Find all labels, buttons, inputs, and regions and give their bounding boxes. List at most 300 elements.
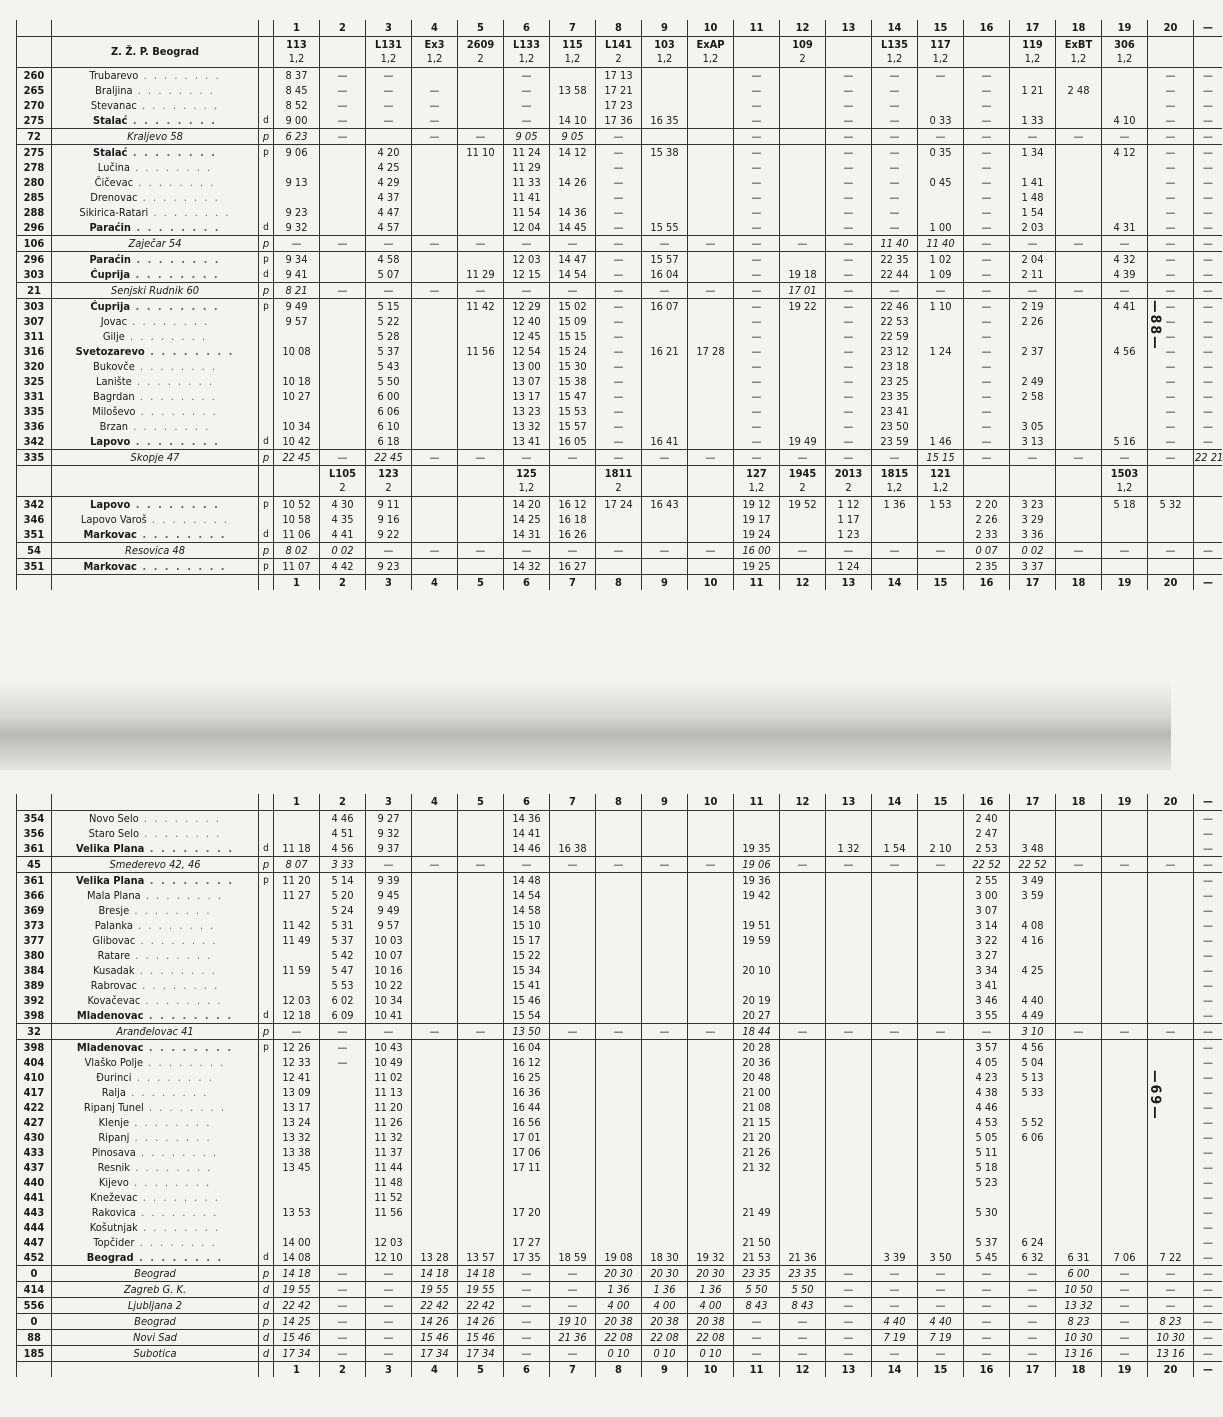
row-time: 1 36 [642, 1282, 688, 1298]
column-number: 11 [734, 794, 780, 811]
row-time: 19 55 [458, 1282, 504, 1298]
row-time [504, 1220, 550, 1235]
row-time [412, 329, 458, 344]
column-number-footer-cell: 10 [688, 1362, 734, 1378]
leader-dots: . . . . . . . . [148, 205, 231, 219]
row-time: 2 26 [1010, 314, 1056, 329]
row-time [1148, 841, 1194, 857]
row-time: — [1194, 1330, 1223, 1346]
row-time [872, 512, 918, 527]
row-time [780, 1040, 826, 1056]
row-time [320, 419, 366, 434]
row-time [412, 175, 458, 190]
row-time: 13 38 [274, 1145, 320, 1160]
column-number: — [1194, 20, 1223, 37]
leader-dots: . . . . . . . . [128, 1175, 212, 1189]
row-time [688, 389, 734, 404]
row-time [366, 129, 412, 145]
row-time: — [780, 450, 826, 466]
row-time [734, 811, 780, 827]
row-time: — [1194, 873, 1223, 889]
row-time: — [734, 404, 780, 419]
row-time: 13 53 [274, 1205, 320, 1220]
row-time: — [734, 374, 780, 389]
row-time: — [1194, 1282, 1223, 1298]
station-name: Staro Selo [88, 826, 140, 840]
row-time [642, 888, 688, 903]
row-time [688, 1085, 734, 1100]
row-time: 3 05 [1010, 419, 1056, 434]
row-time: 13 32 [274, 1130, 320, 1145]
row-time: 4 56 [320, 841, 366, 857]
row-time [1102, 1115, 1148, 1130]
row-time: — [596, 129, 642, 145]
station-name: Paraćin [89, 252, 131, 266]
row-time: 5 24 [320, 903, 366, 918]
row-time: 19 10 [550, 1314, 596, 1330]
row-time [320, 175, 366, 190]
station-name: Ćuprija [90, 267, 131, 281]
row-time: 15 46 [458, 1330, 504, 1346]
row-time [412, 267, 458, 283]
row-time [1148, 559, 1194, 575]
timetable-row [17, 299, 1223, 315]
row-time [412, 359, 458, 374]
row-time: — [780, 236, 826, 252]
row-time: — [1194, 841, 1223, 857]
row-km: 336 [17, 419, 52, 434]
row-time [1056, 113, 1102, 129]
row-time [780, 1235, 826, 1250]
row-time: — [734, 220, 780, 236]
row-station [52, 1220, 259, 1235]
row-time [366, 1220, 412, 1235]
row-time [412, 190, 458, 205]
row-time: 23 41 [872, 404, 918, 419]
row-km: 106 [17, 236, 52, 252]
mid-train-id: 1945 [788, 467, 817, 480]
row-km: 296 [17, 220, 52, 236]
row-km: 556 [17, 1298, 52, 1314]
timetable-row [17, 68, 1223, 84]
row-time: — [1194, 205, 1223, 220]
timetable-row [17, 963, 1223, 978]
leader-dots: . . . . . . . . [143, 1055, 226, 1069]
row-time [780, 374, 826, 389]
row-time: 19 08 [596, 1250, 642, 1266]
row-arr-dep [259, 1055, 274, 1070]
row-time: — [366, 83, 412, 98]
row-km: 384 [17, 963, 52, 978]
row-time: — [964, 267, 1010, 283]
row-time [412, 220, 458, 236]
mid-train-number [1194, 466, 1223, 497]
leader-dots: . . . . . . . . [131, 1070, 214, 1084]
row-km: 185 [17, 1346, 52, 1362]
row-time [596, 1040, 642, 1056]
row-time: 13 00 [504, 359, 550, 374]
station-name: Ratare [97, 948, 131, 962]
row-time: 14 18 [458, 1266, 504, 1282]
row-time [1056, 267, 1102, 283]
row-km: 32 [17, 1024, 52, 1040]
column-number-footer-cell: 20 [1148, 575, 1194, 591]
row-time: 5 13 [1010, 1070, 1056, 1085]
row-time: — [964, 434, 1010, 450]
row-km: 288 [17, 205, 52, 220]
row-time: — [412, 83, 458, 98]
row-time: — [1010, 1266, 1056, 1282]
row-time: 22 08 [688, 1330, 734, 1346]
row-time [1056, 1115, 1102, 1130]
column-number-footer-cell: 11 [734, 1362, 780, 1378]
row-time: — [596, 299, 642, 315]
row-time [1148, 873, 1194, 889]
row-km: 311 [17, 329, 52, 344]
station-name: Skopje 47 [130, 450, 180, 464]
mid-train-number [1056, 466, 1102, 497]
row-time [642, 1070, 688, 1085]
timetable-row [17, 918, 1223, 933]
row-time: — [1148, 68, 1194, 84]
row-time: 0 10 [642, 1346, 688, 1362]
timetable-row [17, 978, 1223, 993]
row-time: 17 01 [780, 283, 826, 299]
row-time: — [1194, 1266, 1223, 1282]
row-arr-dep: p [259, 1040, 274, 1056]
row-time: 2 35 [964, 559, 1010, 575]
row-time [780, 559, 826, 575]
column-number: — [1194, 794, 1223, 811]
row-time: — [780, 543, 826, 559]
row-time [826, 1145, 872, 1160]
row-time: — [964, 283, 1010, 299]
row-time [1056, 190, 1102, 205]
row-time: 9 23 [366, 559, 412, 575]
row-arr-dep [259, 993, 274, 1008]
row-time: 2 20 [964, 497, 1010, 513]
station-name: Sikirica-Ratari [79, 205, 149, 219]
row-time [458, 374, 504, 389]
row-time: 21 50 [734, 1235, 780, 1250]
row-time: 14 58 [504, 903, 550, 918]
row-time: 15 34 [504, 963, 550, 978]
column-number: 5 [458, 20, 504, 37]
row-time [412, 948, 458, 963]
row-time [458, 1220, 504, 1235]
column-number: 16 [964, 20, 1010, 37]
row-time [504, 1175, 550, 1190]
row-time: 14 08 [274, 1250, 320, 1266]
row-time [688, 1235, 734, 1250]
row-time [642, 527, 688, 543]
row-time: — [826, 389, 872, 404]
row-time [780, 512, 826, 527]
connecting-train-row [17, 466, 1223, 497]
row-time: 19 36 [734, 873, 780, 889]
row-time [458, 527, 504, 543]
leader-dots: . . . . . . . . [131, 374, 214, 388]
row-time: — [320, 450, 366, 466]
row-time: 10 27 [274, 389, 320, 404]
row-km: 351 [17, 559, 52, 575]
column-number-footer-cell: 3 [366, 575, 412, 591]
row-time [550, 160, 596, 175]
row-time [688, 993, 734, 1008]
row-time [550, 978, 596, 993]
train-number [688, 37, 734, 68]
row-time: — [1148, 98, 1194, 113]
row-time [596, 1008, 642, 1024]
row-time [918, 1070, 964, 1085]
row-station [52, 450, 259, 466]
row-time [458, 903, 504, 918]
column-number-footer-cell: 14 [872, 575, 918, 591]
row-time: — [550, 1024, 596, 1040]
row-time: — [826, 374, 872, 389]
row-time [596, 1220, 642, 1235]
row-time [1056, 389, 1102, 404]
station-name: Čičevac [94, 175, 134, 189]
timetable-row [17, 98, 1223, 113]
row-time [1010, 826, 1056, 841]
row-time: 2 48 [1056, 83, 1102, 98]
row-time: — [1056, 1024, 1102, 1040]
row-time [412, 811, 458, 827]
row-time [688, 1008, 734, 1024]
row-time [1148, 1040, 1194, 1056]
row-time: — [826, 419, 872, 434]
timetable-row [17, 1190, 1223, 1205]
row-time [458, 1040, 504, 1056]
leader-dots: . . . . . . . . [143, 1100, 227, 1114]
station-name: Ćuprija [90, 299, 131, 313]
row-time: 23 59 [872, 434, 918, 450]
row-time: — [366, 1266, 412, 1282]
row-time: 5 32 [1148, 497, 1194, 513]
row-time: 15 30 [550, 359, 596, 374]
row-time [780, 419, 826, 434]
row-time: 16 41 [642, 434, 688, 450]
row-time [1056, 1160, 1102, 1175]
timetable-row [17, 948, 1223, 963]
row-time: 1 17 [826, 512, 872, 527]
row-time [872, 1040, 918, 1056]
row-time: 2 04 [1010, 252, 1056, 268]
row-time [780, 389, 826, 404]
row-time: — [1102, 236, 1148, 252]
row-time: — [964, 236, 1010, 252]
row-time: 22 08 [642, 1330, 688, 1346]
station-name: Kraljevo 58 [127, 129, 183, 143]
row-time: 12 03 [274, 993, 320, 1008]
row-time: — [964, 314, 1010, 329]
row-time [458, 1115, 504, 1130]
station-name: Rakovica [91, 1205, 136, 1219]
row-station [52, 903, 259, 918]
station-name: Jovac [100, 314, 128, 328]
row-time [412, 1235, 458, 1250]
row-time [274, 359, 320, 374]
leader-dots: . . . . . . . . [130, 299, 220, 313]
header-pd-blank [259, 20, 274, 37]
row-time: — [1010, 1282, 1056, 1298]
row-time [780, 404, 826, 419]
row-time [320, 205, 366, 220]
train-class: 1,2 [564, 52, 581, 65]
row-km: 392 [17, 993, 52, 1008]
row-time: 15 46 [412, 1330, 458, 1346]
row-station [52, 826, 259, 841]
header-pd-blank [259, 794, 274, 811]
row-time [918, 873, 964, 889]
row-time [1148, 1008, 1194, 1024]
row-time [596, 1235, 642, 1250]
row-time [826, 1160, 872, 1175]
row-time [412, 1190, 458, 1205]
row-time: — [1102, 543, 1148, 559]
row-time: — [1102, 283, 1148, 299]
row-time [596, 1115, 642, 1130]
row-station [52, 963, 259, 978]
row-time: 14 45 [550, 220, 596, 236]
footer-blank [17, 575, 52, 591]
row-time [320, 1085, 366, 1100]
row-km: 335 [17, 450, 52, 466]
row-time [1056, 903, 1102, 918]
row-time: 8 23 [1056, 1314, 1102, 1330]
row-time [1102, 826, 1148, 841]
row-time: — [504, 543, 550, 559]
row-time: 10 41 [366, 1008, 412, 1024]
row-time [872, 933, 918, 948]
column-number-footer-cell: 1 [274, 575, 320, 591]
column-number-footer-cell: 18 [1056, 575, 1102, 591]
row-time: 4 25 [1010, 963, 1056, 978]
row-time [1056, 1008, 1102, 1024]
row-time: 19 06 [734, 857, 780, 873]
row-time [458, 512, 504, 527]
timetable-row [17, 1100, 1223, 1115]
bottom-timetable-page [0, 770, 1213, 1417]
row-time: 5 50 [366, 374, 412, 389]
row-time: 12 33 [274, 1055, 320, 1070]
row-km: 331 [17, 389, 52, 404]
column-number-footer-cell: 4 [412, 575, 458, 591]
row-time [872, 826, 918, 841]
row-time: — [1194, 1040, 1223, 1056]
row-time: — [688, 857, 734, 873]
row-time [550, 1205, 596, 1220]
row-arr-dep [259, 826, 274, 841]
row-time: — [504, 1346, 550, 1362]
row-time [826, 1220, 872, 1235]
row-time [412, 1115, 458, 1130]
row-time [1102, 1040, 1148, 1056]
row-time [872, 1145, 918, 1160]
row-time [642, 419, 688, 434]
column-number-footer [17, 1362, 1223, 1378]
row-time [642, 993, 688, 1008]
row-time: 2 26 [964, 512, 1010, 527]
row-arr-dep: d [259, 527, 274, 543]
row-time: — [1148, 450, 1194, 466]
row-time: 9 49 [274, 299, 320, 315]
station-name: Ralja [101, 1085, 126, 1099]
row-time: 4 00 [642, 1298, 688, 1314]
row-arr-dep: d [259, 841, 274, 857]
mid-train-number [688, 466, 734, 497]
station-name: Mala Plana [87, 888, 141, 902]
leader-dots: . . . . . . . . [130, 252, 221, 266]
row-time: — [1194, 1145, 1223, 1160]
leader-dots: . . . . . . . . [143, 1008, 234, 1022]
row-time: 1 53 [918, 497, 964, 513]
row-time [688, 83, 734, 98]
timetable-row [17, 1314, 1223, 1330]
row-time [780, 978, 826, 993]
row-time: — [964, 419, 1010, 434]
station-name: Lučina [97, 160, 130, 174]
row-time [642, 903, 688, 918]
row-time: 13 24 [274, 1115, 320, 1130]
row-time [918, 389, 964, 404]
row-time [596, 963, 642, 978]
row-time [918, 314, 964, 329]
row-time: — [734, 389, 780, 404]
row-time: — [504, 283, 550, 299]
row-time: — [458, 236, 504, 252]
row-time [1102, 903, 1148, 918]
train-id: 113 [286, 38, 307, 51]
mid-blank [17, 466, 52, 497]
row-time [918, 888, 964, 903]
station-name: Beograd [134, 1314, 176, 1328]
row-time: 15 57 [550, 419, 596, 434]
station-name: Paraćin [89, 220, 131, 234]
row-time: — [1194, 1220, 1223, 1235]
row-time: 15 54 [504, 1008, 550, 1024]
row-time: — [1194, 175, 1223, 190]
row-time [1056, 1220, 1102, 1235]
row-arr-dep [259, 978, 274, 993]
row-time: — [1148, 113, 1194, 129]
row-time: — [826, 1330, 872, 1346]
row-time [550, 68, 596, 84]
row-station [52, 1298, 259, 1314]
station-name: Rabrovac [90, 978, 137, 992]
row-time [412, 419, 458, 434]
row-time: 4 57 [366, 220, 412, 236]
column-number: 15 [918, 20, 964, 37]
row-time [642, 963, 688, 978]
row-time: 9 39 [366, 873, 412, 889]
column-number: 15 [918, 794, 964, 811]
row-time: 12 40 [504, 314, 550, 329]
row-time: — [1194, 145, 1223, 161]
row-time [872, 978, 918, 993]
row-time: 2 33 [964, 527, 1010, 543]
row-time: 9 05 [504, 129, 550, 145]
row-station [52, 1330, 259, 1346]
row-time [458, 205, 504, 220]
row-time: 1 09 [918, 267, 964, 283]
row-time: 14 48 [504, 873, 550, 889]
row-time [412, 826, 458, 841]
row-time [412, 1130, 458, 1145]
row-arr-dep [259, 1115, 274, 1130]
row-time: — [1194, 299, 1223, 315]
